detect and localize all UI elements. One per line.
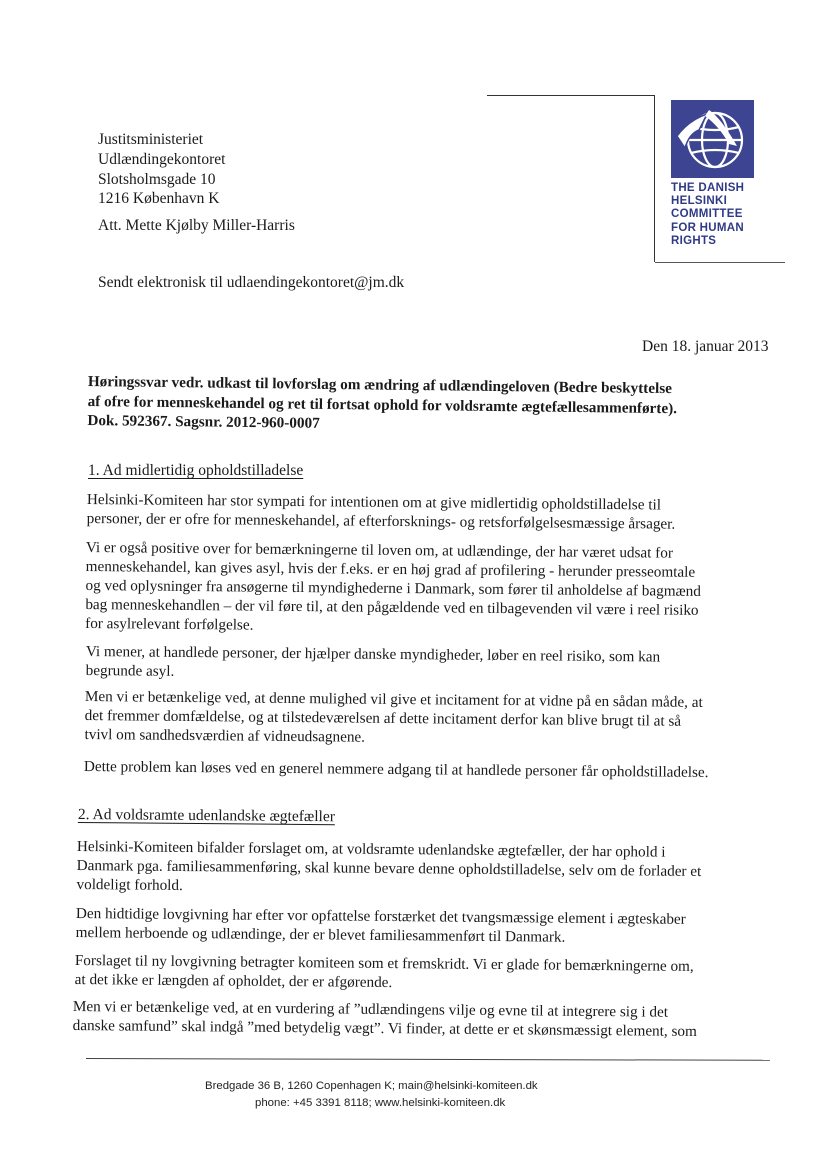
address-line: Slotsholmsgade 10 bbox=[98, 170, 216, 188]
text-line: Vi er også positive over for bemærkningerne til loven om, at udlændinge, der har været udsat for bbox=[85, 538, 674, 562]
logo-wordmark bbox=[671, 182, 791, 248]
text-line: at det ikke er længden af opholdet, der er afgørende. bbox=[74, 970, 393, 992]
text-line: mellem herboende og udlændinge, der er blevet familiesammenført til Danmark. bbox=[75, 923, 566, 946]
text-line: voldeligt forhold. bbox=[76, 875, 183, 895]
text-line: begrunde asyl. bbox=[85, 661, 175, 680]
text-line: danske samfund” skal indgå ”med betydelig vægt”. Vi finder, at dette er et skønsmæssigt element, som bbox=[72, 1016, 697, 1040]
footer-contact: phone: +45 3391 8118; www.helsinki-komiteen.dk bbox=[255, 1097, 506, 1109]
subject-line: Høringssvar vedr. udkast til lovforslag om ændring af udlændingeloven (Bedre beskyttelse bbox=[87, 372, 673, 398]
text-line: for asylrelevant forfølgelse. bbox=[85, 614, 254, 634]
subject-line: Dok. 592367. Sagsnr. 2012-960-0007 bbox=[87, 411, 320, 432]
letterhead-rule-right bbox=[654, 95, 655, 262]
address-line: Udlændingekontoret bbox=[98, 150, 226, 168]
text-line: Vi mener, at handlede personer, der hjælper danske myndigheder, løber en reel risiko, som kan bbox=[85, 642, 661, 666]
globe-logo-icon bbox=[671, 100, 754, 178]
text-line: og ved oplysninger fra ansøgerne til myndighederne i Danmark, som fører til anholdelse af bagmænd bbox=[85, 576, 701, 600]
text-line: bag menneskehandlen – der vil føre til, at den pågældende ved en tilbagevenden vil være i reel risiko bbox=[85, 595, 699, 619]
section-2-heading: 2. Ad voldsramte udenlandske ægtefæller bbox=[77, 806, 335, 826]
letterhead-rule-top bbox=[487, 95, 655, 96]
logo-line: RIGHTS bbox=[671, 234, 717, 247]
text-line: Helsinki-Komiteen har stor sympati for intentionen om at give midlertidig opholdstilladelse til bbox=[86, 490, 662, 514]
text-line: tvivl om sandhedsværdien af vidneudsagnene. bbox=[84, 725, 366, 746]
text-line: Men vi er betænkelige ved, at denne mulighed vil give et incitament for at vidne på en sådan måde, at bbox=[84, 687, 703, 711]
logo-line: HELSINKI bbox=[671, 195, 728, 208]
helsinki-committee-logo bbox=[671, 100, 754, 178]
sent-electronically-line: Sendt elektronisk til udlaendingekontoret@jm.dk bbox=[98, 274, 405, 291]
logo-line: COMMITTEE bbox=[671, 208, 743, 221]
paragraph bbox=[76, 904, 686, 948]
text-line: det fremmer domfældelse, og at tilstedeværelsen af dette incitament derfor kan blive brugt til at så bbox=[84, 706, 682, 730]
paragraph bbox=[76, 837, 701, 900]
text-line: Men vi er betænkelige ved, at en vurdering af ”udlændingens vilje og evne til at integrere sig i det bbox=[72, 997, 669, 1021]
text-line: Danmark pga. familiesammenføring, skal kunne bevare denne opholdstilladelse, selv om de forlader et bbox=[76, 856, 702, 880]
paragraph bbox=[87, 490, 676, 534]
letterhead-rule-bottom bbox=[655, 262, 785, 263]
paragraph bbox=[73, 997, 697, 1041]
paragraph bbox=[85, 538, 701, 639]
attention-line: Att. Mette Kjølby Miller-Harris bbox=[98, 217, 295, 234]
subject-heading bbox=[87, 372, 748, 439]
paragraph bbox=[86, 642, 661, 686]
footer-rule bbox=[86, 1058, 770, 1061]
text-line: Den hidtidige lovgivning har efter vor opfattelse forstærket det tvangsmæssige element i ægteskaber bbox=[75, 904, 686, 928]
address-line: 1216 København K bbox=[98, 190, 220, 208]
paragraph bbox=[84, 757, 709, 782]
text-line: menneskehandel, kan gives asyl, hvis der f.eks. er en høj grad af profilering - herunder presseomtale bbox=[85, 557, 696, 581]
recipient-address bbox=[98, 130, 225, 209]
footer-address: Bredgade 36 B, 1260 Copenhagen K; main@helsinki-komiteen.dk bbox=[205, 1080, 538, 1092]
subject-line: af ofre for menneskehandel og ret til fortsat ophold for voldsramte ægtefællesammenførte). bbox=[87, 392, 678, 417]
footer bbox=[205, 1078, 538, 1112]
letter-date: Den 18. januar 2013 bbox=[642, 338, 769, 355]
text-line: Dette problem kan løses ved en generel nemmere adgang til at handlede personer får opholdstilladelse. bbox=[83, 757, 709, 781]
text-line: Helsinki-Komiteen bifalder forslaget om, at voldsramte udenlandske ægtefæller, der har ophold i bbox=[76, 837, 666, 861]
paragraph bbox=[84, 687, 702, 750]
logo-line: THE DANISH bbox=[671, 182, 745, 194]
text-line: Forslaget til ny lovgivning betragter komiteen som et fremskridt. Vi er glade for bemærkningerne om, bbox=[74, 951, 694, 975]
logo-line: FOR HUMAN bbox=[671, 221, 744, 234]
section-1-heading: 1. Ad midlertidig opholdstilladelse bbox=[88, 462, 304, 479]
paragraph bbox=[75, 951, 694, 995]
text-line: personer, der er ofre for menneskehandel, af efterforsknings- og retsforfølgelsesmæssige årsager. bbox=[86, 509, 676, 533]
address-line: Justitsministeriet bbox=[98, 131, 204, 148]
